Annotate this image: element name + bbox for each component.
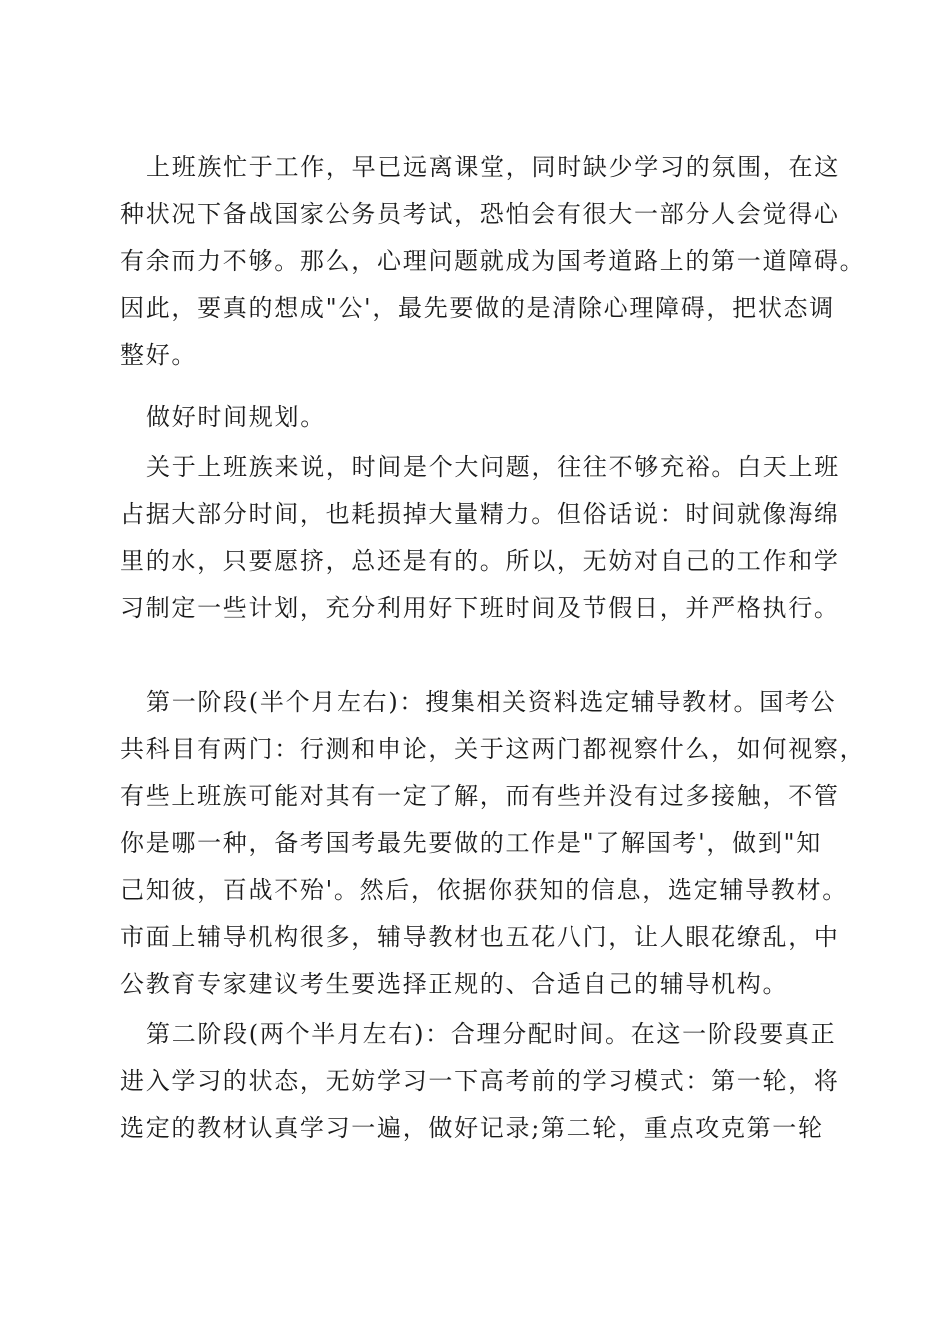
- text-line: 关于上班族来说，时间是个大问题，往往不够充裕。白天上班: [146, 453, 840, 481]
- text-line: 第二阶段(两个半月左右)：合理分配时间。在这一阶段要真正: [146, 1020, 837, 1048]
- text-line: 你是哪一种，备考国考最先要做的工作是"了解国考'，做到"知: [120, 829, 822, 857]
- text-line: 第一阶段(半个月左右)：搜集相关资料选定辅导教材。国考公: [146, 688, 837, 716]
- text-line: 进入学习的状态，无妨学习一下高考前的学习模式：第一轮，将: [120, 1067, 840, 1095]
- text-line: 种状况下备战国家公务员考试，恐怕会有很大一部分人会觉得心: [120, 200, 840, 228]
- text-line: 选定的教材认真学习一遍，做好记录;第二轮，重点攻克第一轮: [120, 1114, 824, 1142]
- text-line: 共科目有两门：行测和申论，关于这两门都视察什么，如何视察，: [120, 735, 866, 763]
- text-line: 有余而力不够。那么，心理问题就成为国考道路上的第一道障碍。: [120, 247, 866, 275]
- text-line: 上班族忙于工作，早已远离课堂，同时缺少学习的氛围，在这: [146, 153, 840, 181]
- text-line: 市面上辅导机构很多，辅导教材也五花八门，让人眼花缭乱，中: [120, 923, 840, 951]
- text-line: 占据大部分时间，也耗损掉大量精力。但俗话说：时间就像海绵: [120, 500, 840, 528]
- text-line: 整好。: [120, 341, 198, 369]
- text-line: 己知彼，百战不殆'。然后，依据你获知的信息，选定辅导教材。: [120, 876, 848, 904]
- section-heading: 做好时间规划。: [146, 403, 326, 431]
- text-line: 习制定一些计划，充分利用好下班时间及节假日，并严格执行。: [120, 594, 840, 622]
- text-line: 公教育专家建议考生要选择正规的、合适自己的辅导机构。: [120, 970, 789, 998]
- text-line: 有些上班族可能对其有一定了解，而有些并没有过多接触，不管: [120, 782, 840, 810]
- text-line: 因此，要真的想成"公'，最先要做的是清除心理障碍，把状态调: [120, 294, 835, 322]
- text-line: 里的水，只要愿挤，总还是有的。所以，无妨对自己的工作和学: [120, 547, 840, 575]
